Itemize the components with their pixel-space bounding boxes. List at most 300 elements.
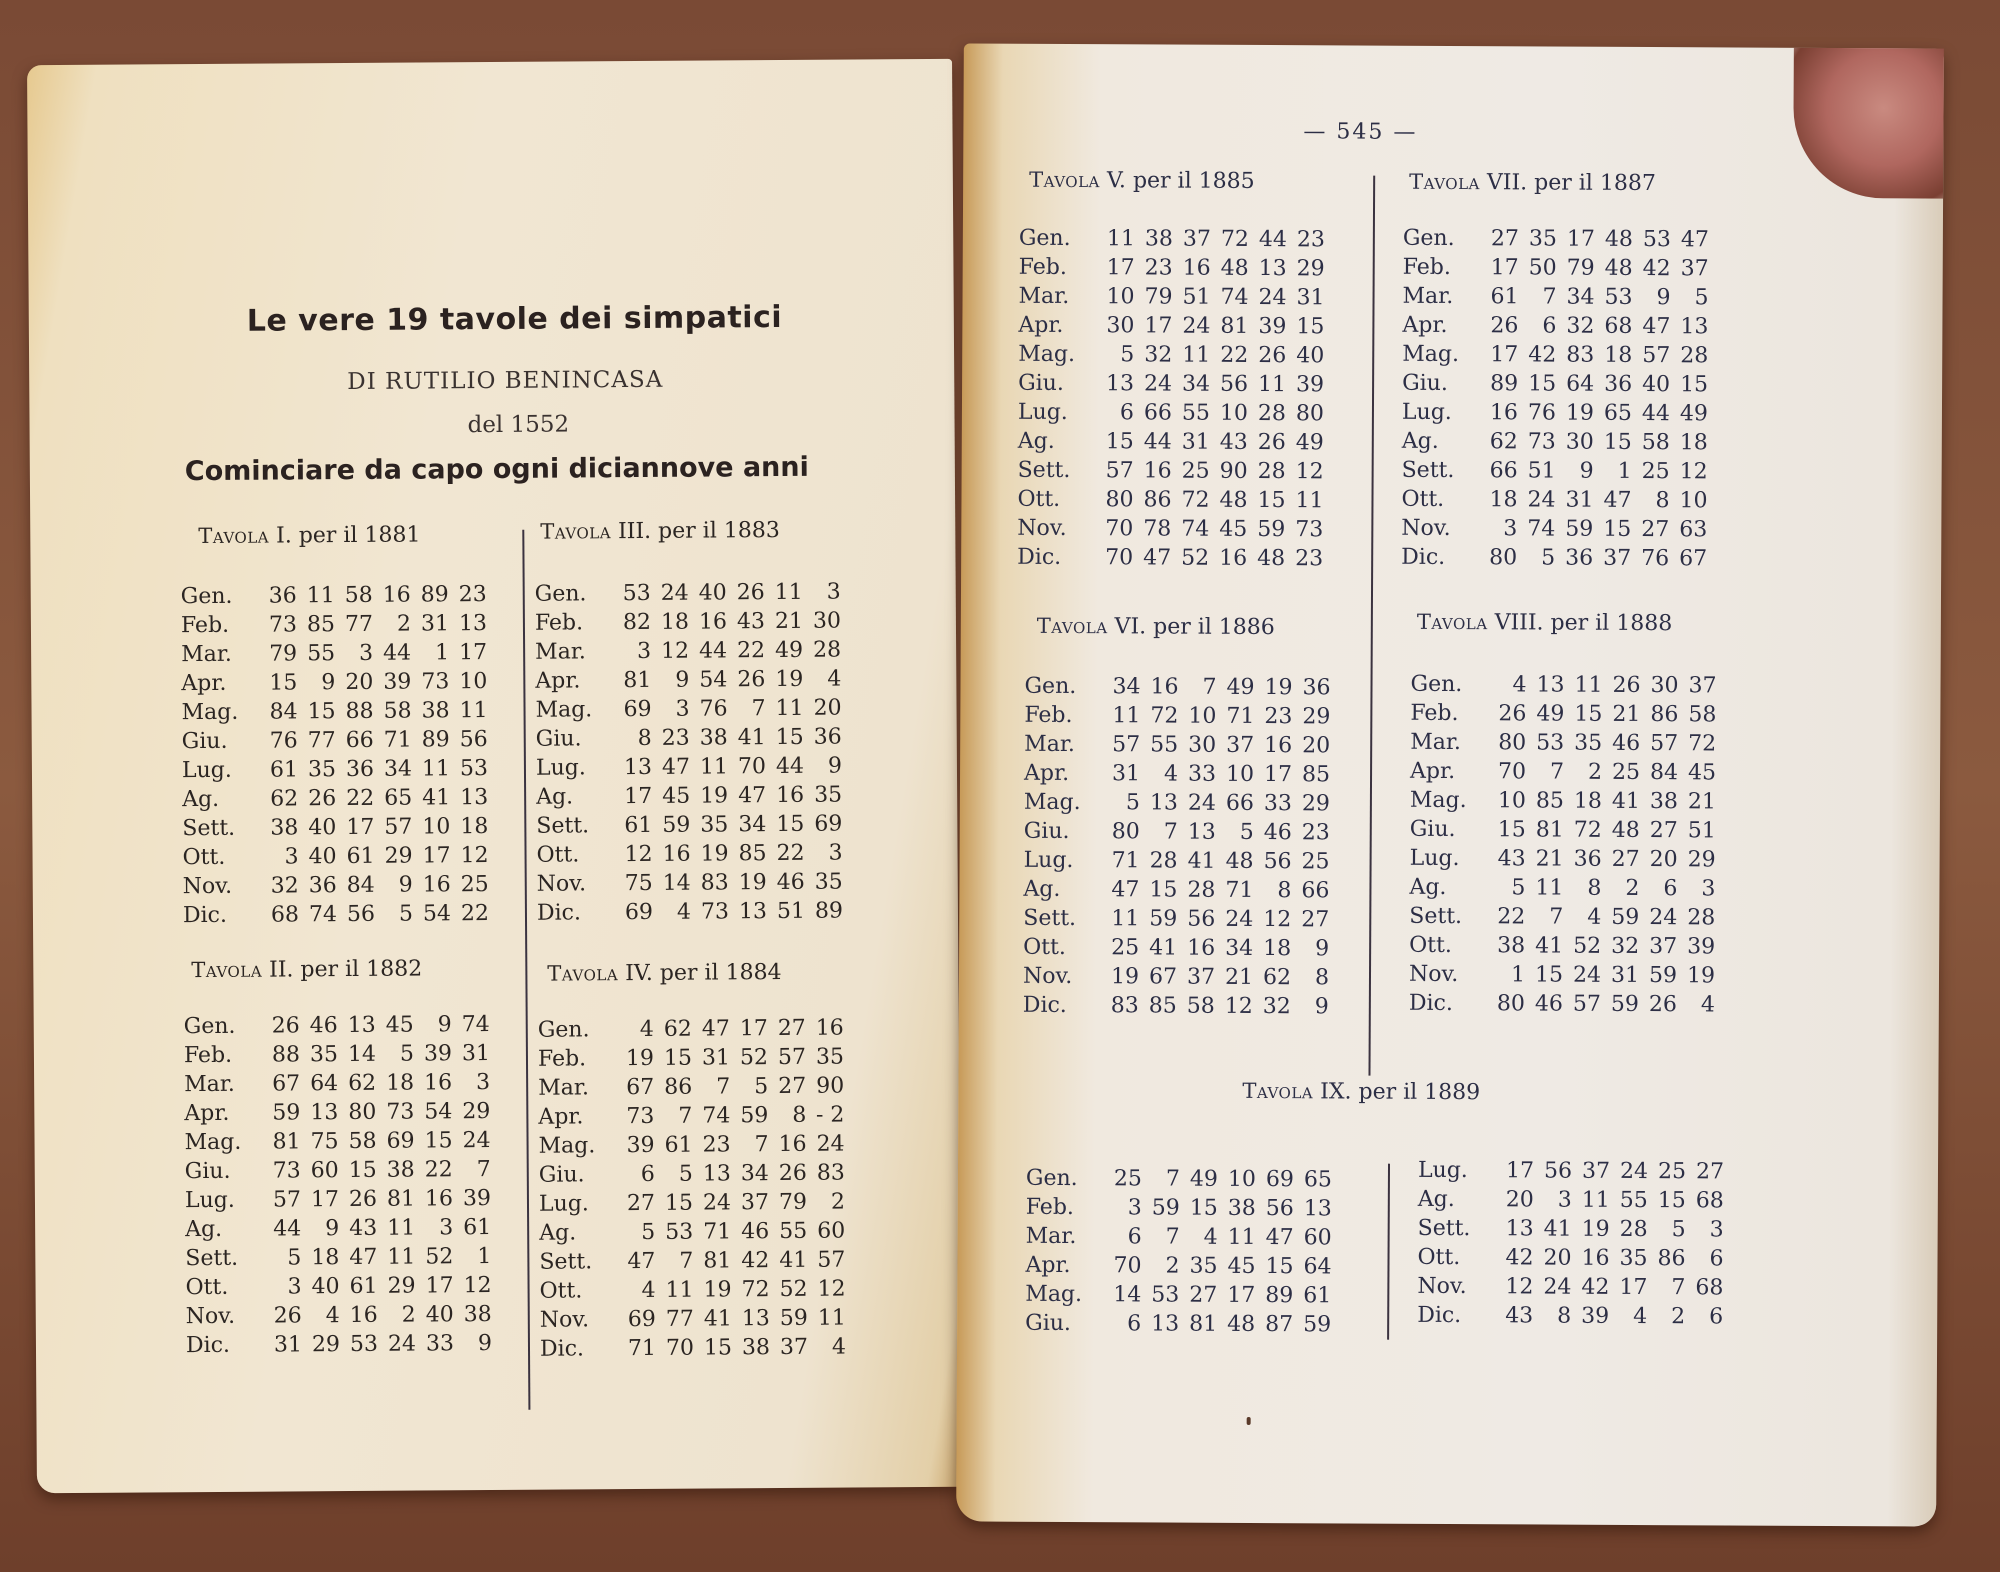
lottery-number: 5 xyxy=(641,1219,656,1245)
lottery-number: 7 xyxy=(751,696,766,722)
lottery-number: 61 xyxy=(463,1215,492,1241)
month-label: Lug. xyxy=(1401,399,1452,426)
lottery-number: 59 xyxy=(779,1305,808,1332)
month-label: Sett. xyxy=(1023,905,1077,932)
lottery-number: 73 xyxy=(1295,517,1324,543)
lottery-number: 10 xyxy=(459,669,488,695)
lottery-number: 36 xyxy=(308,873,337,899)
lottery-number: 9 xyxy=(1314,994,1329,1020)
lottery-number: 33 xyxy=(425,1331,455,1357)
lottery-number: 69 xyxy=(623,696,652,723)
lottery-number: 40 xyxy=(308,815,337,841)
lottery-number: 85 xyxy=(738,841,767,867)
lottery-number: 11 xyxy=(421,756,451,782)
lottery-number: 24 xyxy=(462,1128,491,1154)
month-label: Ott. xyxy=(1017,486,1061,512)
lottery-number: 58 xyxy=(1641,429,1670,456)
table-row xyxy=(1023,904,1329,935)
lottery-number: 31 xyxy=(420,611,450,637)
lottery-number: 19 xyxy=(1264,675,1293,701)
lottery-number: 6 xyxy=(1119,400,1135,426)
month-label: Mar. xyxy=(181,641,232,668)
column-divider xyxy=(1387,1164,1390,1340)
lottery-number: 9 xyxy=(1315,936,1330,962)
table-row xyxy=(183,870,489,901)
lottery-number: 25 xyxy=(1657,1159,1687,1185)
lottery-number: 26 xyxy=(737,667,766,693)
table-row xyxy=(1402,456,1708,487)
month-label: Ag. xyxy=(185,1216,223,1243)
lottery-number: 65 xyxy=(384,785,413,811)
lottery-number: 3 xyxy=(284,844,299,870)
lottery-number: 73 xyxy=(268,612,298,638)
lottery-number: 56 xyxy=(1263,849,1292,875)
month-label: Dic. xyxy=(1408,990,1453,1017)
lottery-number: 58 xyxy=(344,582,373,609)
lottery-number: 4 xyxy=(676,899,692,925)
heading-numeral: VI. xyxy=(1114,614,1147,640)
lottery-number: 72 xyxy=(1150,703,1179,729)
heading-numeral: I. xyxy=(275,523,292,549)
lottery-number: 5 xyxy=(1239,819,1254,845)
lottery-number: 51 xyxy=(1687,818,1716,844)
lottery-number: 41 xyxy=(703,1306,732,1332)
table-row xyxy=(1017,514,1323,545)
lottery-number: 51 xyxy=(776,898,806,925)
table-row xyxy=(1018,398,1324,429)
lottery-number: 46 xyxy=(776,869,805,896)
table-row xyxy=(1410,844,1716,875)
lottery-number: 34 xyxy=(740,1161,769,1187)
lottery-number: 71 xyxy=(627,1335,657,1362)
month-label: Mag. xyxy=(1409,787,1467,814)
heading-year: per il 1887 xyxy=(1534,170,1656,197)
table-row xyxy=(539,1275,845,1306)
lottery-number: 27 xyxy=(1189,1282,1218,1308)
lottery-number: 61 xyxy=(269,757,299,783)
lottery-number: 49 xyxy=(1295,430,1324,456)
lottery-table xyxy=(184,1010,492,1360)
lottery-number: 17 xyxy=(1263,762,1293,788)
lottery-number: 86 xyxy=(1657,1246,1686,1272)
lottery-number: 59 xyxy=(1257,516,1286,543)
lottery-number: 49 xyxy=(1226,674,1255,700)
lottery-number: 11 xyxy=(665,1277,694,1303)
month-label: Mag. xyxy=(1018,341,1076,368)
table-row xyxy=(181,667,487,698)
lottery-number: 84 xyxy=(269,699,298,725)
lottery-number: 3 xyxy=(287,1274,302,1300)
table-row xyxy=(535,578,841,609)
table-row xyxy=(1018,282,1324,313)
table-row xyxy=(1410,728,1716,759)
lottery-number: 21 xyxy=(1224,964,1254,990)
lottery-number: 56 xyxy=(1220,371,1249,397)
month-label: Feb. xyxy=(537,1046,587,1072)
month-label: Apr. xyxy=(181,670,227,697)
lottery-number: 18 xyxy=(1489,487,1518,513)
table-row xyxy=(539,1217,845,1248)
month-label: Giu. xyxy=(1025,1310,1072,1337)
lottery-number: 26 xyxy=(778,1160,807,1187)
lottery-number: 24 xyxy=(1187,790,1216,816)
table-row xyxy=(1026,1164,1332,1195)
heading-year: per il 1888 xyxy=(1550,610,1673,637)
lottery-number: 47 xyxy=(1642,314,1671,340)
lottery-number: 74 xyxy=(308,902,338,928)
lottery-number: 42 xyxy=(1642,256,1671,282)
table-heading xyxy=(1029,168,1255,194)
lottery-number: 88 xyxy=(345,698,374,725)
lottery-number: 4 xyxy=(827,666,842,692)
table-heading xyxy=(1417,610,1673,636)
lottery-number: 17 xyxy=(739,1016,768,1042)
heading-numeral: VII. xyxy=(1486,170,1528,196)
table-row xyxy=(1025,1280,1331,1311)
month-label: Ag. xyxy=(1417,1186,1455,1213)
lottery-number: 11 xyxy=(1106,226,1135,252)
lottery-number: 57 xyxy=(1112,732,1141,758)
lottery-number: 43 xyxy=(736,609,766,635)
lottery-number: 69 xyxy=(386,1128,415,1154)
lottery-number: 26 xyxy=(1498,701,1527,727)
lottery-number: 47 xyxy=(661,754,691,780)
lottery-number: 63 xyxy=(1679,517,1708,543)
lottery-number: 11 xyxy=(1574,672,1603,698)
lottery-number: 29 xyxy=(311,1332,341,1358)
lottery-number: 50 xyxy=(1528,255,1557,281)
lottery-number: 40 xyxy=(698,580,727,606)
lottery-number: 47 xyxy=(1680,227,1709,253)
month-label: Feb. xyxy=(1025,1194,1075,1221)
lottery-number: 48 xyxy=(1219,487,1248,513)
heading-numeral: IX. xyxy=(1320,1079,1352,1105)
lottery-number: 76 xyxy=(699,696,728,722)
lottery-number: 82 xyxy=(622,609,652,636)
table-row xyxy=(1017,543,1323,574)
lottery-number: 36 xyxy=(1565,545,1594,571)
lottery-number: 61 xyxy=(346,843,375,870)
lottery-number: 28 xyxy=(1687,905,1716,931)
lottery-number: 7 xyxy=(1549,904,1564,930)
lottery-number: 15 xyxy=(703,1335,733,1361)
table-row xyxy=(1023,962,1329,993)
lottery-number: 8 xyxy=(792,1102,807,1128)
table-row xyxy=(1018,456,1324,487)
lottery-number: 3 xyxy=(1503,516,1518,542)
heading-prefix: Tavola xyxy=(1416,609,1488,635)
month-label: Feb. xyxy=(1402,254,1451,280)
ink-speck xyxy=(1247,1417,1251,1425)
month-label: Ott. xyxy=(536,842,580,868)
lottery-number: 22 xyxy=(424,1157,453,1183)
instruction-line: Cominciare da capo ogni diciannove anni xyxy=(184,451,809,488)
lottery-number: 15 xyxy=(1574,701,1603,727)
lottery-number: 28 xyxy=(1149,848,1178,874)
lottery-number: 57 xyxy=(384,814,413,840)
month-label: Sett. xyxy=(539,1249,593,1275)
lottery-number: 4 xyxy=(1163,761,1179,787)
month-label: Giu. xyxy=(538,1162,585,1188)
lottery-number: 25 xyxy=(1612,759,1641,785)
lottery-number: 24 xyxy=(1225,906,1254,932)
lottery-number: 60 xyxy=(817,1218,846,1244)
lottery-number: 3 xyxy=(476,1070,491,1096)
table-row xyxy=(539,1188,845,1219)
table-row xyxy=(539,1159,845,1190)
lottery-number: 33 xyxy=(1263,791,1292,817)
lottery-number: 13 xyxy=(1303,1196,1332,1222)
month-label: Apr. xyxy=(538,1104,584,1130)
lottery-number: 39 xyxy=(383,669,412,695)
lottery-number: 40 xyxy=(311,1274,340,1300)
table-row xyxy=(181,638,487,669)
month-label: Mag. xyxy=(184,1129,242,1156)
lottery-number: 37 xyxy=(1186,964,1216,990)
lottery-number: 56 xyxy=(1543,1158,1573,1184)
lottery-number: 8 xyxy=(637,725,652,751)
lottery-number: 12 xyxy=(661,638,690,664)
table-row xyxy=(1401,485,1707,516)
lottery-number: 83 xyxy=(1110,993,1139,1019)
lottery-number: 10 xyxy=(1227,1166,1256,1192)
lottery-number: 18 xyxy=(1263,936,1292,962)
lottery-number: 3 xyxy=(1709,1217,1724,1243)
lottery-number: 9 xyxy=(827,753,843,779)
lottery-table xyxy=(1017,224,1325,574)
month-label: Dic. xyxy=(1022,992,1067,1018)
heading-numeral: V. xyxy=(1106,168,1127,194)
lottery-number: 21 xyxy=(1612,701,1641,727)
lottery-number: 74 xyxy=(1181,516,1210,542)
lottery-number: 5 xyxy=(678,1161,693,1187)
lottery-number: 71 xyxy=(703,1219,732,1245)
lottery-number: 35 xyxy=(1574,730,1603,756)
lottery-number: 72 xyxy=(741,1277,770,1303)
lottery-number: 55 xyxy=(1181,400,1211,426)
lottery-number: 9 xyxy=(321,670,336,696)
lottery-number: 24 xyxy=(660,580,689,606)
lottery-number: 37 xyxy=(1603,545,1632,571)
lottery-number: 29 xyxy=(462,1099,491,1125)
lottery-number: 18 xyxy=(1679,430,1708,456)
lottery-number: 48 xyxy=(1604,226,1633,252)
lottery-number: 59 xyxy=(1303,1312,1332,1338)
lottery-number: 13 xyxy=(1151,1311,1180,1337)
lottery-number: 35 xyxy=(309,1042,339,1068)
table-row xyxy=(1018,427,1324,458)
lottery-number: 70 xyxy=(1498,759,1527,785)
lottery-number: 58 xyxy=(1186,993,1215,1019)
lottery-number: 38 xyxy=(270,815,299,841)
lottery-number: 15 xyxy=(1105,429,1134,455)
lottery-number: 21 xyxy=(1687,789,1716,815)
lottery-number: 19 xyxy=(1686,963,1716,989)
lottery-number: 18 xyxy=(1604,342,1633,368)
lottery-number: 25 xyxy=(1111,935,1140,961)
lottery-number: 20 xyxy=(1543,1245,1572,1271)
table-row xyxy=(1025,1251,1331,1282)
lottery-number: 49 xyxy=(1536,701,1565,727)
lottery-number: 6 xyxy=(1709,1304,1724,1330)
lottery-number: 66 xyxy=(1301,878,1330,904)
lottery-number: 57 xyxy=(1650,731,1679,757)
lottery-number: 27 xyxy=(1611,846,1640,872)
lottery-number: 53 xyxy=(1151,1282,1180,1308)
lottery-number: 46 xyxy=(1612,730,1641,756)
lottery-number: 18 xyxy=(660,609,690,635)
lottery-number: 28 xyxy=(1257,458,1286,485)
lottery-number: 34 xyxy=(383,756,413,782)
lottery-number: 1 xyxy=(1510,962,1526,988)
month-label: Ag. xyxy=(1401,428,1439,454)
lottery-number: 41 xyxy=(1149,935,1178,961)
lottery-number: 31 xyxy=(1565,487,1594,513)
lottery-number: 43 xyxy=(349,1215,378,1242)
lottery-number: 4 xyxy=(1203,1224,1218,1250)
lottery-number: 41 xyxy=(779,1247,808,1274)
lottery-number: 41 xyxy=(422,785,451,811)
month-label: Ag. xyxy=(182,786,220,813)
lottery-number: 59 xyxy=(272,1100,301,1126)
lottery-number: 29 xyxy=(387,1273,416,1299)
lottery-number: 17 xyxy=(1490,255,1519,281)
lottery-number: 11 xyxy=(699,754,729,780)
lottery-number: 81 xyxy=(386,1186,416,1212)
month-label: Sett. xyxy=(1401,457,1455,484)
table-row xyxy=(184,1126,490,1157)
lottery-number: 13 xyxy=(1187,819,1216,845)
lottery-number: 22 xyxy=(1220,342,1249,368)
table-row xyxy=(1402,340,1708,371)
month-label: Gen. xyxy=(183,1013,236,1040)
lottery-number: 47 xyxy=(1111,877,1140,903)
lottery-number: 19 xyxy=(700,841,729,867)
lottery-number: 12 xyxy=(1224,993,1253,1019)
lottery-number: 11 xyxy=(1112,703,1141,729)
lottery-table xyxy=(1409,670,1717,1020)
lottery-number: 46 xyxy=(1534,991,1563,1017)
heading-numeral: II. xyxy=(269,957,294,983)
lottery-number: 10 xyxy=(1225,761,1255,787)
lottery-number: 16 xyxy=(1143,458,1172,484)
lottery-number: 89 xyxy=(1265,1283,1294,1309)
lottery-number: 6 xyxy=(1709,1246,1724,1272)
lottery-number: 83 xyxy=(700,870,729,896)
month-label: Apr. xyxy=(184,1100,230,1127)
month-label: Mar. xyxy=(538,1075,590,1101)
lottery-table xyxy=(1025,1164,1332,1340)
lottery-number: 15 xyxy=(1657,1188,1686,1214)
table-row xyxy=(1402,369,1708,400)
month-label: Ag. xyxy=(1023,876,1061,902)
lottery-number: 41 xyxy=(1611,788,1640,814)
month-label: Ott. xyxy=(1401,486,1445,512)
table-heading xyxy=(547,960,781,987)
lottery-number: 17 xyxy=(310,1187,340,1213)
lottery-number: 16 xyxy=(1150,674,1179,700)
lottery-number: 57 xyxy=(777,1044,807,1071)
heading-year: per il 1881 xyxy=(298,522,421,549)
lottery-number: 11 xyxy=(1258,371,1287,398)
lottery-number: 6 xyxy=(1542,313,1557,339)
lottery-number: 76 xyxy=(269,728,298,754)
lottery-number: 28 xyxy=(1680,343,1709,369)
month-label: Sett. xyxy=(182,815,236,842)
lottery-number: 40 xyxy=(425,1302,454,1328)
lottery-number: 22 xyxy=(776,840,805,867)
lottery-number: 70 xyxy=(665,1335,695,1361)
lottery-number: 19 xyxy=(1110,964,1140,990)
lottery-number: 55 xyxy=(1150,732,1179,758)
lottery-number: 54 xyxy=(422,901,452,927)
lottery-number: 27 xyxy=(1641,516,1670,543)
lottery-number: 77 xyxy=(307,728,336,754)
lottery-number: 71 xyxy=(1226,703,1255,729)
lottery-number: 39 xyxy=(1296,372,1325,398)
lottery-number: 26 xyxy=(348,1186,378,1213)
lottery-number: 45 xyxy=(1227,1253,1256,1279)
lottery-number: 31 xyxy=(1296,285,1325,311)
lottery-number: 11 xyxy=(306,583,335,609)
table-row xyxy=(1401,514,1707,545)
lottery-number: 26 xyxy=(1258,342,1287,369)
lottery-number: 15 xyxy=(775,724,804,751)
lottery-number: 27 xyxy=(1649,818,1678,844)
lottery-number: 20 xyxy=(813,695,842,721)
lottery-number: 57 xyxy=(1572,991,1601,1017)
lottery-number: 42 xyxy=(1505,1245,1534,1271)
lottery-number: 7 xyxy=(1165,1224,1180,1250)
lottery-number: 26 xyxy=(273,1303,302,1329)
month-label: Lug. xyxy=(1417,1157,1468,1184)
heading-year: per il 1885 xyxy=(1132,168,1255,194)
month-label: Mag. xyxy=(538,1133,596,1159)
lottery-number: 18 xyxy=(1573,788,1602,814)
lottery-number: 39 xyxy=(462,1186,492,1212)
lottery-number: 70 xyxy=(737,754,767,780)
lottery-number: 29 xyxy=(1302,704,1331,730)
lottery-number: 57 xyxy=(1105,458,1134,484)
lottery-number: 49 xyxy=(1189,1166,1218,1192)
lottery-number: 89 xyxy=(1490,371,1519,397)
lottery-number: 15 xyxy=(348,1157,377,1184)
lottery-table xyxy=(1417,1156,1724,1332)
table-row xyxy=(181,609,487,640)
table-row xyxy=(540,1304,846,1335)
lottery-number: 56 xyxy=(346,901,376,928)
month-label: Lug. xyxy=(538,1191,589,1217)
lottery-number: 43 xyxy=(1505,1303,1534,1329)
month-label: Ott. xyxy=(182,844,226,871)
lottery-number: 31 xyxy=(1181,429,1210,455)
lottery-number: 52 xyxy=(1181,545,1210,571)
lottery-number: 15 xyxy=(269,670,298,696)
lottery-number: 10 xyxy=(422,814,451,840)
lottery-number: 75 xyxy=(624,870,653,897)
lottery-number: 15 xyxy=(1603,429,1632,455)
lottery-number: 49 xyxy=(775,637,804,664)
heading-numeral: IV. xyxy=(625,960,653,987)
lottery-number: 22 xyxy=(737,638,766,664)
lottery-number: 12 xyxy=(460,843,489,869)
month-label: Dic. xyxy=(1017,544,1062,570)
lottery-number: 12 xyxy=(1295,459,1324,485)
lottery-number: 24 xyxy=(702,1190,732,1216)
lottery-number: 13 xyxy=(1258,255,1287,282)
lottery-number: 6 xyxy=(1663,876,1678,902)
lottery-number: 65 xyxy=(1603,400,1633,426)
